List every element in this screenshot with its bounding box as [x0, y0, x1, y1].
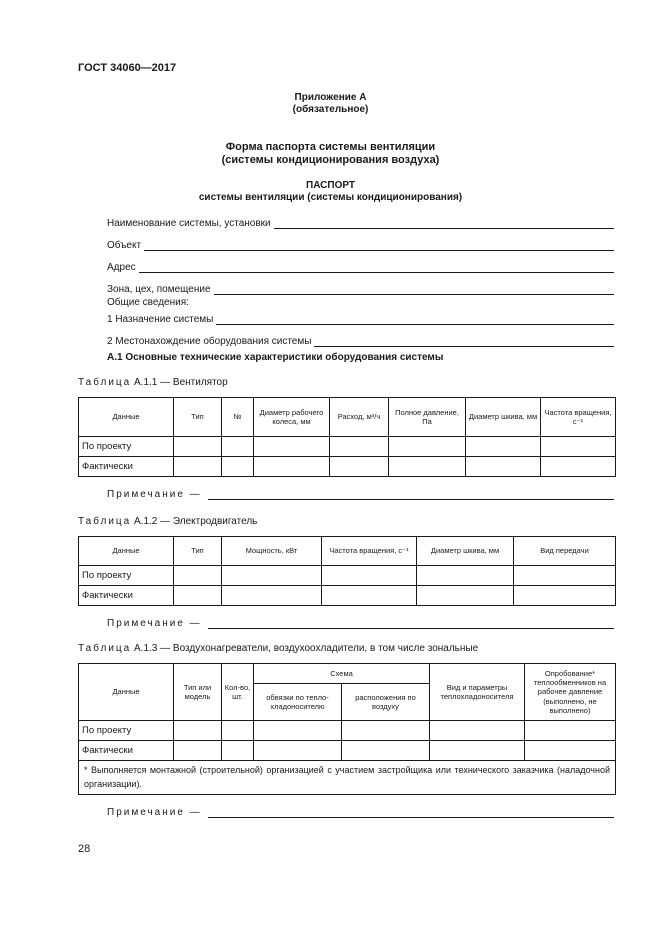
table1-caption-text: А.1.1 — Вентилятор: [131, 377, 228, 388]
table-cell[interactable]: [342, 741, 430, 761]
table-cell[interactable]: [254, 721, 342, 741]
field-location: [107, 333, 614, 347]
col-header: Тип или модель: [174, 664, 222, 721]
table-fan: [78, 397, 616, 477]
table-cell[interactable]: [254, 457, 330, 477]
table3-caption-prefix: Таблица: [78, 643, 132, 654]
table-cell[interactable]: [322, 566, 417, 586]
passport-subtitle: системы вентиляции (системы кондиционирования): [198, 192, 463, 203]
table-row: [79, 457, 616, 477]
table2-caption-prefix: Таблица: [78, 516, 132, 527]
table-cell[interactable]: [466, 457, 541, 477]
col-header: Тип: [174, 398, 222, 437]
field-location-line[interactable]: [314, 336, 614, 347]
col-header: Вид передачи: [514, 537, 616, 566]
row-label-actual: Фактически: [79, 741, 174, 761]
table1-note-label: Примечание —: [107, 489, 202, 500]
table-cell[interactable]: [174, 437, 222, 457]
section-a1-heading: А.1 Основные технические характеристики оборудования системы: [107, 352, 444, 363]
col-header: Мощность, кВт: [222, 537, 322, 566]
table-cell[interactable]: [514, 566, 616, 586]
table-heat-exchangers: [78, 663, 616, 795]
table1-caption-prefix: Таблица: [78, 377, 132, 388]
table3-note-label: Примечание —: [107, 807, 202, 818]
table-cell[interactable]: [330, 457, 389, 477]
table2-note: [107, 618, 614, 629]
field-location-label: 2 Местонахождение оборудования системы: [107, 336, 312, 347]
passport-title: ПАСПОРТ: [306, 180, 355, 191]
field-purpose-label: 1 Назначение системы: [107, 314, 214, 325]
table-cell[interactable]: [254, 437, 330, 457]
table-header-row: [79, 537, 616, 566]
field-system-name-line[interactable]: [274, 218, 614, 229]
document-id: ГОСТ 34060—2017: [78, 62, 177, 74]
table2-caption-text: А.1.2 — Электродвигатель: [131, 516, 258, 527]
table-cell[interactable]: [430, 741, 525, 761]
table-cell[interactable]: [417, 566, 514, 586]
table-cell[interactable]: [541, 437, 616, 457]
col-header: Вид и параметры теплохладоносителя: [430, 664, 525, 721]
table3-caption: [78, 643, 478, 654]
table1-caption: [78, 377, 228, 388]
table3-note-line[interactable]: [208, 808, 614, 818]
row-label-project: По проекту: [79, 566, 174, 586]
table-cell[interactable]: [222, 457, 254, 477]
table-cell[interactable]: [514, 586, 616, 606]
field-purpose-line[interactable]: [216, 314, 614, 325]
table-row: [79, 721, 616, 741]
col-header: Данные: [79, 398, 174, 437]
table-cell[interactable]: [174, 586, 222, 606]
table-cell[interactable]: [222, 721, 254, 741]
field-zone: [107, 281, 614, 295]
table-cell[interactable]: [174, 457, 222, 477]
col-header: Частота вращения, с⁻¹: [541, 398, 616, 437]
col-header: Кол-во, шт.: [222, 664, 254, 721]
field-zone-line[interactable]: [214, 284, 614, 295]
table-cell[interactable]: [222, 586, 322, 606]
field-zone-label: Зона, цех, помещение: [107, 284, 211, 295]
table3-note: [107, 807, 614, 818]
table-row: [79, 586, 616, 606]
table-cell[interactable]: [525, 721, 616, 741]
col-header: Данные: [79, 664, 174, 721]
table-cell[interactable]: [466, 437, 541, 457]
field-object: [107, 237, 614, 251]
table-cell[interactable]: [389, 437, 466, 457]
table-motor: [78, 536, 616, 606]
table-cell[interactable]: [525, 741, 616, 761]
col-header: Данные: [79, 537, 174, 566]
table2-note-line[interactable]: [208, 619, 614, 629]
field-address-line[interactable]: [139, 262, 614, 273]
general-info-label: Общие сведения:: [107, 297, 189, 308]
col-header: Расход, м³/ч: [330, 398, 389, 437]
field-address: [107, 259, 614, 273]
field-address-label: Адрес: [107, 262, 136, 273]
table1-note-line[interactable]: [208, 490, 614, 500]
col-header: Диаметр шкива, мм: [466, 398, 541, 437]
table-cell[interactable]: [174, 721, 222, 741]
form-title-line2: (системы кондиционирования воздуха): [221, 154, 440, 166]
table-header-row: [79, 398, 616, 437]
table-cell[interactable]: [222, 566, 322, 586]
row-label-actual: Фактически: [79, 586, 174, 606]
col-header: Диаметр рабочего колеса, мм: [254, 398, 330, 437]
col-header: Тип: [174, 537, 222, 566]
row-label-project: По проекту: [79, 437, 174, 457]
table-cell[interactable]: [322, 586, 417, 606]
table-header-row: [79, 664, 616, 684]
field-object-label: Объект: [107, 240, 142, 251]
appendix-title: Приложение А: [294, 92, 367, 103]
table-cell[interactable]: [417, 586, 514, 606]
row-label-actual: Фактически: [79, 457, 174, 477]
col-header: Полное давление, Па: [389, 398, 466, 437]
col-header: обвязки по тепло-хладоносителю: [254, 684, 342, 721]
table-footnote-row: [79, 761, 616, 795]
col-header: Диаметр шкива, мм: [417, 537, 514, 566]
col-header: №: [222, 398, 254, 437]
table3-caption-text: А.1.3 — Воздухонагреватели, воздухоохладители, в том числе зональные: [131, 643, 479, 654]
form-title-line1: Форма паспорта системы вентиляции: [225, 141, 436, 153]
table-row: [79, 566, 616, 586]
table-cell[interactable]: [389, 457, 466, 477]
col-header: Опробование* теплообменников на рабочее давление (выполнено, не выполнено): [525, 664, 616, 721]
table-cell[interactable]: [174, 566, 222, 586]
row-label-project: По проекту: [79, 721, 174, 741]
appendix-status: (обязательное): [292, 104, 369, 115]
table1-note: [107, 489, 614, 500]
col-header: Схема: [254, 664, 430, 684]
field-system-name: [107, 215, 614, 229]
table2-note-label: Примечание —: [107, 618, 202, 629]
field-system-name-label: Наименование системы, установки: [107, 218, 271, 229]
field-object-line[interactable]: [144, 240, 614, 251]
table-cell[interactable]: [254, 741, 342, 761]
field-purpose: [107, 311, 614, 325]
table3-footnote: * Выполняется монтажной (строительной) организацией с участием застройщика или технического заказчика (наладочной организации).: [79, 761, 616, 795]
col-header: расположения по воздуху: [342, 684, 430, 721]
table-cell[interactable]: [330, 437, 389, 457]
table-cell[interactable]: [541, 457, 616, 477]
table-cell[interactable]: [174, 741, 222, 761]
table-cell[interactable]: [430, 721, 525, 741]
page-number: 28: [78, 843, 91, 855]
table-cell[interactable]: [222, 437, 254, 457]
table-row: [79, 741, 616, 761]
table-cell[interactable]: [342, 721, 430, 741]
col-header: Частота вращения, с⁻¹: [322, 537, 417, 566]
table-cell[interactable]: [222, 741, 254, 761]
table-row: [79, 437, 616, 457]
table2-caption: [78, 516, 257, 527]
